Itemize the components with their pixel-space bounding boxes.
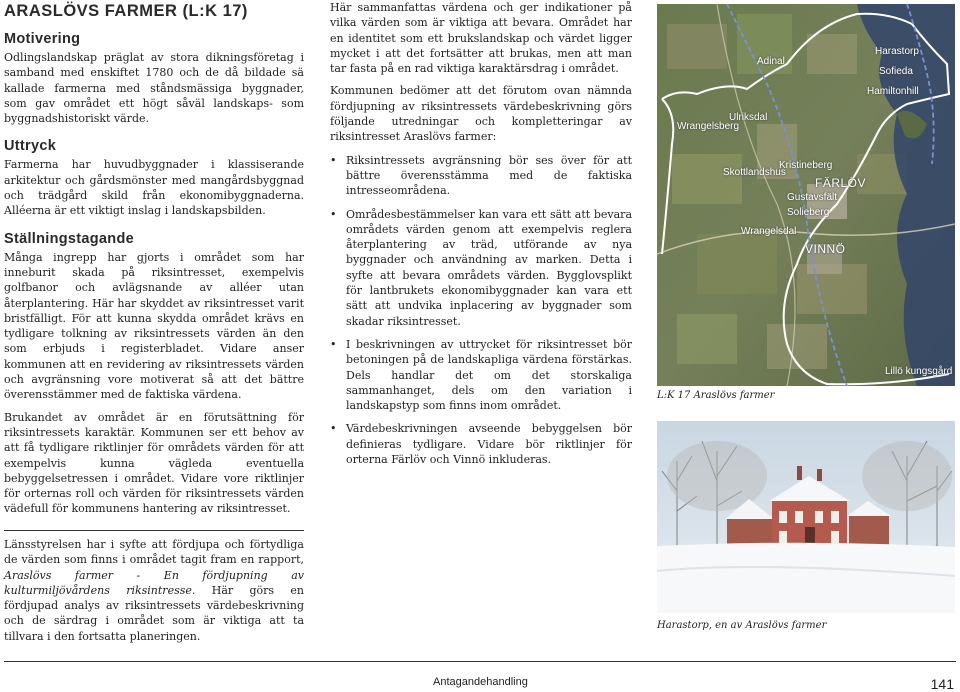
- map-label-sofieda: Sofieda: [879, 66, 913, 77]
- map-label-kristineberg: Kristineberg: [779, 160, 833, 171]
- lansstyrelsen-note: [4, 537, 304, 644]
- note-text-post: Här görs en fördjupad analys av riksintressets värdebeskrivning och de särdrag i området som är viktiga att ta tillvara i den fortsatta planeringen.: [4, 583, 305, 643]
- map-label-hamiltonhill: Hamiltonhill: [867, 86, 919, 97]
- map-label-lillo: Lillö kungsgård: [885, 366, 953, 377]
- bullet-icon: •: [330, 422, 337, 436]
- left-column: [4, 0, 304, 517]
- list-item-text: I beskrivningen av uttrycket för riksintresset bör betoningen på de landskapliga värdena förstärkas. Dels handlar det om det storskaliga sammanhanget, dels om den variation i landskapstyp som finns inom området.: [346, 337, 632, 413]
- list-item-text: Riksintressets avgränsning bör ses över för att bättre överensstämma med de faktiska intresseområdena.: [346, 153, 632, 198]
- stallningstagande-heading: Ställningstagande: [4, 230, 134, 247]
- map-caption: L:K 17 Araslövs farmer: [657, 390, 775, 401]
- middle-column: [330, 0, 632, 475]
- motivering-text: Odlingslandskap präglat av stora dikningsföretag i samband med enskiftet 1780 och de då bildade sä kallade farmerna med ståndsmässiga byggnader, som gav området ett högt såväl landskaps- som byggnadshistoriskt värde.: [4, 51, 304, 126]
- page-number: 141: [930, 676, 954, 692]
- uttryck-text: Farmerna har huvudbyggnader i klassiserande arkitektur och gårdsmönster med mangårdsbyggnad och trädgård skild från ekonomibyggnaderna. Alléerna är ett viktigt inslag i landskapsbilden.: [4, 158, 304, 218]
- list-item-text: Områdesbestämmelser kan vara ett sätt att bevara områdets värden genom att exempelvis reglera återplantering av träd, utförande av nya byggnader och användning av marken. Detta i syfte att bevara områdets värden. Bygglovsplikt för lantbrukets ekonomibyggnader kan vara ett sätt att undvika inplacering av byggnader som skadar riksintresset.: [346, 207, 632, 328]
- mid-paragraph-1: Här sammanfattas värdena och ger indikationer på vilka värden som är viktiga att bevara. Området har en identitet som ett brukslandskap och värdet ligger mycket i att det fortsätter att brukas, men att man tar fasta på en rad viktiga karaktärsdrag i området.: [330, 1, 632, 76]
- map-label-skottlandshus: Skottlandshus: [723, 167, 786, 178]
- uttryck-heading: Uttryck: [4, 138, 57, 155]
- stallningstagande-text-1: Många ingrepp har gjorts i området som har inneburit skada på riksintresset, exempelvis golfbanor och avlägsnande av alléer utan återplantering. Här har skyddet av riksintresset varit bristfälligt. För att kunna skydda området krävs en tydligare tolkning av riksintressets värden än den som erbjuds i registerbladet. Vidare anser kommunen att en revidering av riksintressets värden och avgränsning vore motiverat så att det bättre överensstämmer med de faktiska värdena.: [4, 250, 304, 402]
- map-label-wrangelsdal: Wrangelsdal: [741, 226, 797, 237]
- recommendation-list: [330, 153, 632, 468]
- photo-caption: Harastorp, en av Araslövs farmer: [657, 620, 827, 631]
- map-label-farlov: FÄRLÖV: [815, 176, 867, 190]
- list-item: [330, 207, 632, 329]
- report-title: Araslövs farmer - En fördjupning av kulturmiljövårdens riksintresse.: [4, 568, 304, 597]
- map-label-adinal: Adinal: [757, 56, 785, 67]
- mid-paragraph-2: Kommunen bedömer att det förutom ovan nämnda fördjupning av riksintressets värdebeskrivning görs följande utredningar och kompletteringar av riksintresset Araslövs farmer:: [330, 84, 632, 144]
- section-divider: [4, 530, 304, 531]
- map-label-harastorp: Harastorp: [875, 46, 919, 57]
- list-item: [330, 421, 632, 467]
- harastorp-photo: [657, 421, 955, 613]
- harastorp-photo-image: [657, 421, 955, 613]
- map-label-gustavsfalt: Gustavsfält: [787, 192, 838, 203]
- list-item: [330, 337, 632, 413]
- aerial-map: [657, 4, 955, 386]
- bullet-icon: •: [330, 153, 337, 167]
- lansstyrelsen-note-text: [4, 537, 304, 644]
- list-item-text: Värdebeskrivningen avseende bebyggelsen bör definieras tydligare. Vidare bör riktlinjer för orterna Färlöv och Vinnö inkluderas.: [346, 422, 632, 467]
- bullet-icon: •: [330, 337, 337, 351]
- note-text-pre: Länsstyrelsen har i syfte att fördjupa och förtydliga de värden som finns i området tagit fram en rapport,: [4, 538, 304, 567]
- bullet-icon: •: [330, 207, 337, 221]
- page-title: ARASLÖVS FARMER (L:K 17): [4, 2, 248, 20]
- map-label-ulriksdal: Ulriksdal: [729, 112, 768, 123]
- list-item: [330, 153, 632, 199]
- motivering-heading: Motivering: [4, 31, 81, 47]
- map-label-vinno: VINNÖ: [805, 242, 846, 256]
- map-label-solieberg: Solieberg: [787, 207, 830, 218]
- stallningstagande-text-2: Brukandet av området är en förutsättning för riksintressets karaktär. Kommunen ser ett behov av att få tydligare riktlinjer för områdets värden för att exempelvis kunna vägleda eventuella bebyggelsetressen i området. Vidare vore riktlinjer för orternas roll och värden för riksintressets värden vädefull för kommunens hantering av riksintresset.: [4, 410, 304, 516]
- footer-section-label: Antagandehandling: [433, 676, 528, 688]
- map-label-wrangelsberg: Wrangelsberg: [677, 121, 740, 132]
- footer-divider: [4, 661, 956, 662]
